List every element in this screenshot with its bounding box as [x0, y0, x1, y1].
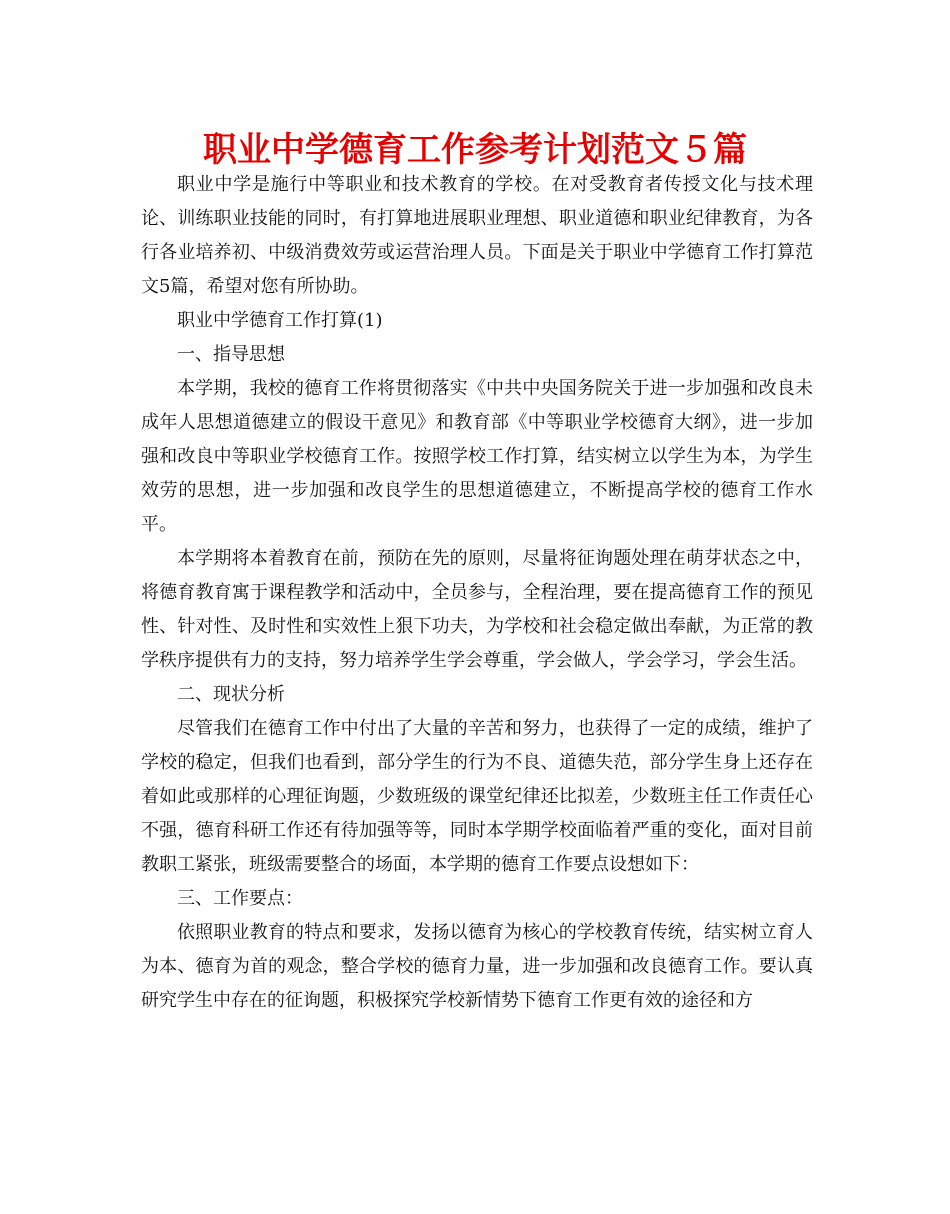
paragraph-guiding-ideology: 本学期，我校的德育工作将贯彻落实《中共中央国务院关于进一步加强和改良未成年人思想道德建立的假设干意见》和教育部《中等职业学校德育大纲》，进一步加强和改良中等职业学校德育工作。按照学校工作打算，结实树立以学生为本，为学生效劳的思想，进一步加强和改良学生的思想道德建立，不断提高学校的德育工作水平。 [141, 378, 813, 535]
paragraph-principles: 本学期将本着教育在前，预防在先的原则，尽量将征询题处理在萌芽状态之中，将德育教育寓于课程教学和活动中，全员参与，全程治理，要在提高德育工作的预见性、针对性、及时性和实效性上狠下功夫，为学校和社会稳定做出奉献，为正常的教学秩序提供有力的支持，努力培养学生学会尊重，学会做人，学会学习，学会生活。 [141, 548, 813, 671]
paragraph-work-points: 依照职业教育的特点和要求，发扬以德育为核心的学校教育传统，结实树立育人为本、德育为首的观念，整合学校的德育力量，进一步加强和改良德育工作。要认真研究学生中存在的征询题，积极探究学校新情势下德育工作更有效的途径和方 [141, 922, 813, 1011]
section-heading-plan-1: 职业中学德育工作打算(1) [177, 310, 383, 331]
paragraph-status-analysis: 尽管我们在德育工作中付出了大量的辛苦和努力，也获得了一定的成绩，维护了学校的稳定，但我们也看到，部分学生的行为不良、道德失范，部分学生身上还存在着如此或那样的心理征询题，少数班级的课堂纪律还比拟差，少数班主任工作责任心不强，德育科研工作还有待加强等等，同时本学期学校面临着严重的变化，面对目前教职工紧张，班级需要整合的场面，本学期的德育工作要点设想如下： [141, 718, 813, 875]
section-heading-status-analysis: 二、现状分析 [177, 684, 285, 705]
section-heading-work-points: 三、工作要点： [177, 888, 303, 909]
document-body [141, 168, 813, 1018]
document-title: 职业中学德育工作参考计划范文５篇 [203, 130, 747, 170]
paragraph-intro: 职业中学是施行中等职业和技术教育的学校。在对受教育者传授文化与技术理论、训练职业技能的同时，有打算地进展职业理想、职业道德和职业纪律教育，为各行各业培养初、中级消费效劳或运营治理人员。下面是关于职业中学德育工作打算范文5篇，希望对您有所协助。 [141, 174, 813, 297]
section-heading-guiding-ideology: 一、指导思想 [177, 344, 285, 365]
